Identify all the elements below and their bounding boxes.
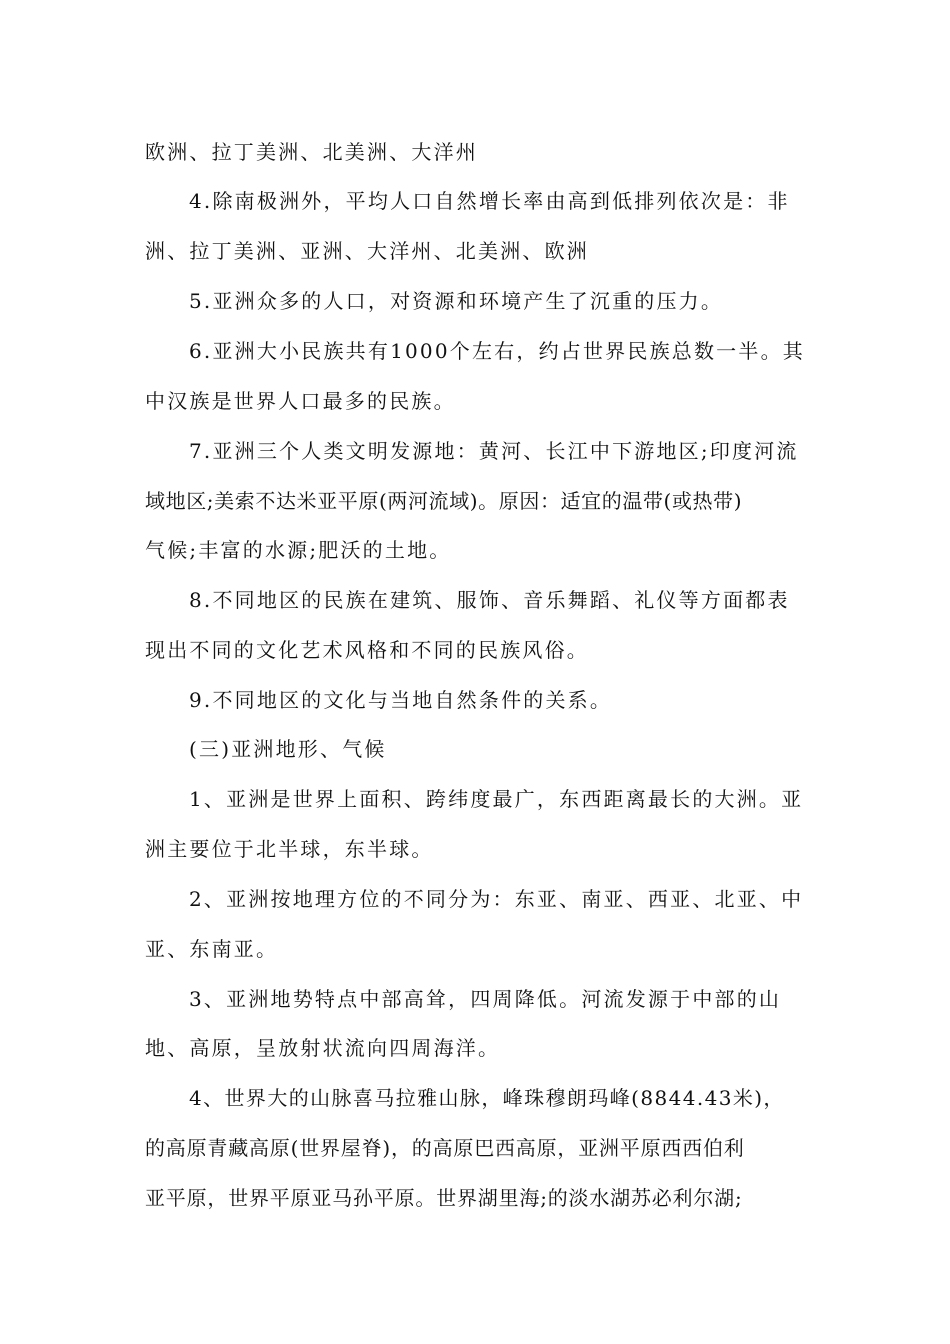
text-line: 气候;丰富的水源;肥沃的土地。 xyxy=(145,538,452,562)
text-line: 8.不同地区的民族在建筑、服饰、音乐舞蹈、礼仪等方面都表 xyxy=(189,588,790,612)
text-line: 1、亚洲是世界上面积、跨纬度最广，东西距离最长的大洲。亚 xyxy=(189,787,804,811)
text-line: 洲、拉丁美洲、亚洲、大洋州、北美洲、欧洲 xyxy=(145,239,589,263)
text-line: 现出不同的文化艺术风格和不同的民族风俗。 xyxy=(145,638,589,662)
section-heading: (三)亚洲地形、气候 xyxy=(189,737,387,761)
text-line: 地、高原，呈放射状流向四周海洋。 xyxy=(145,1036,501,1060)
text-line: 6.亚洲大小民族共有1000个左右，约占世界民族总数一半。其 xyxy=(189,339,805,363)
text-line: 9.不同地区的文化与当地自然条件的关系。 xyxy=(189,688,613,712)
text-line: 3、亚洲地势特点中部高耸，四周降低。河流发源于中部的山 xyxy=(189,987,782,1011)
text-line: 欧洲、拉丁美洲、北美洲、大洋州 xyxy=(145,140,478,164)
text-line: 亚、东南亚。 xyxy=(145,937,279,961)
text-line: 4、世界大的山脉喜马拉雅山脉，峰珠穆朗玛峰(8844.43米)， xyxy=(189,1086,785,1110)
text-line: 2、亚洲按地理方位的不同分为：东亚、南亚、西亚、北亚、中 xyxy=(189,887,804,911)
text-line: 洲主要位于北半球，东半球。 xyxy=(145,837,434,861)
text-line: 5.亚洲众多的人口，对资源和环境产生了沉重的压力。 xyxy=(189,289,724,313)
text-line: 域地区;美索不达米亚平原(两河流域)。原因：适宜的温带(或热带) xyxy=(145,489,743,513)
text-line: 亚平原，世界平原亚马孙平原。世界湖里海;的淡水湖苏必利尔湖; xyxy=(145,1186,743,1210)
text-line: 4.除南极洲外，平均人口自然增长率由高到低排列依次是：非 xyxy=(189,189,790,213)
text-line: 7.亚洲三个人类文明发源地：黄河、长江中下游地区;印度河流 xyxy=(189,439,799,463)
text-line: 的高原青藏高原(世界屋脊)，的高原巴西高原，亚洲平原西西伯利 xyxy=(145,1136,745,1160)
text-line: 中汉族是世界人口最多的民族。 xyxy=(145,389,456,413)
